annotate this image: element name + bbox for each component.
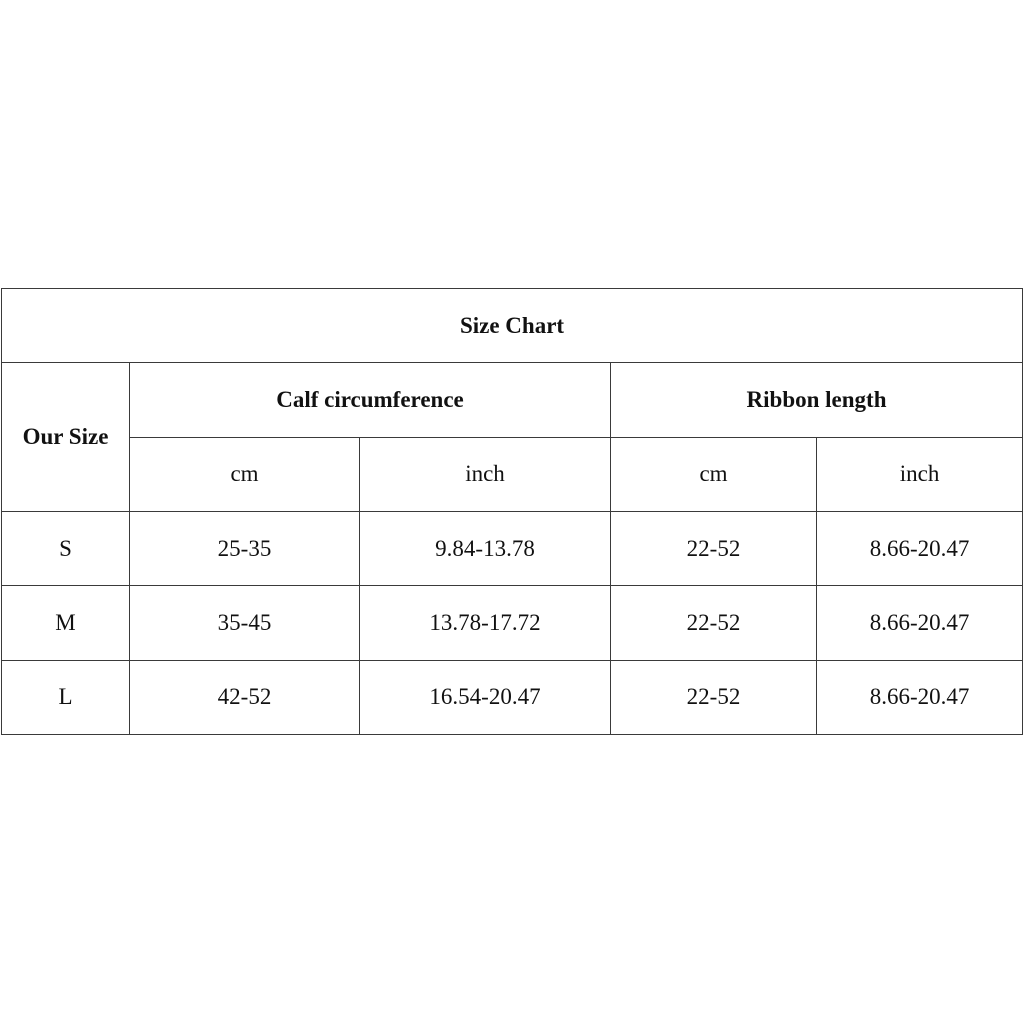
group-header-row bbox=[2, 363, 1023, 437]
table-row bbox=[2, 511, 1023, 585]
table-row bbox=[2, 586, 1023, 660]
our-size-header: Our Size bbox=[2, 363, 130, 512]
ribbon-length-header: Ribbon length bbox=[611, 363, 1023, 437]
ribbon-inch-cell: 8.66-20.47 bbox=[817, 660, 1023, 734]
calf-inch-cell: 9.84-13.78 bbox=[360, 511, 611, 585]
table-row bbox=[2, 660, 1023, 734]
ribbon-inch-cell: 8.66-20.47 bbox=[817, 511, 1023, 585]
ribbon-cm-cell: 22-52 bbox=[611, 660, 817, 734]
ribbon-cm-header: cm bbox=[611, 437, 817, 511]
ribbon-cm-cell: 22-52 bbox=[611, 511, 817, 585]
calf-cm-cell: 35-45 bbox=[130, 586, 360, 660]
calf-inch-cell: 13.78-17.72 bbox=[360, 586, 611, 660]
ribbon-inch-header: inch bbox=[817, 437, 1023, 511]
ribbon-cm-cell: 22-52 bbox=[611, 586, 817, 660]
calf-inch-cell: 16.54-20.47 bbox=[360, 660, 611, 734]
table-title: Size Chart bbox=[2, 289, 1023, 363]
calf-cm-header: cm bbox=[130, 437, 360, 511]
calf-circumference-header: Calf circumference bbox=[130, 363, 611, 437]
unit-header-row bbox=[2, 437, 1023, 511]
title-row bbox=[2, 289, 1023, 363]
size-cell: S bbox=[2, 511, 130, 585]
size-chart-table bbox=[1, 288, 1023, 735]
calf-cm-cell: 42-52 bbox=[130, 660, 360, 734]
calf-inch-header: inch bbox=[360, 437, 611, 511]
calf-cm-cell: 25-35 bbox=[130, 511, 360, 585]
ribbon-inch-cell: 8.66-20.47 bbox=[817, 586, 1023, 660]
size-cell: L bbox=[2, 660, 130, 734]
size-cell: M bbox=[2, 586, 130, 660]
